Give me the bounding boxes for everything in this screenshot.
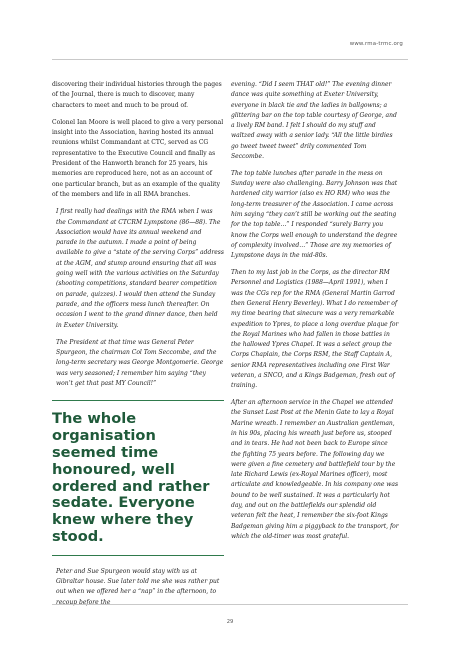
body-paragraph: I first really had dealings with the RMA when I was the Commandant at CTCRM Lympstone (86—88). The Association would have its annual weekend and parade in the autumn. I made a point of being available to give a “state of the serving Corps” address at the AGM, and stump around ensuring that all was going well with the various activities on the Saturday (shooting competitions, standard bearer competition on parade, quizzes). I would then attend the Sunday parade, and the officers mess lunch thereafter. On occasion I went to the grand dinner dance, then held in Exeter University. <box>56 208 224 329</box>
body-paragraph: Colonel Ian Moore is well placed to give a very personal insight into the Association, having hosted its annual reunions whilst Commandant at CTC, served as CG representative to the Executive Council and finally as President of the Hanworth branch for 25 years, his memories are reproduced here, not as an account of one particular branch, but as an example of the quality of the members and life in all RMA branches. <box>52 118 224 198</box>
body-paragraph: The top table lunches after parade in the mess on Sunday were also challenging. Barry Johnson was that hardened city warrior (also ex HO RM) who was the long-term treasurer of the Association. I came across him saying “they can’t still be working out the seating for the top table…” I responded “surely Barry you know the Corps well enough to understand the degree of complexity involved…” Those are my memories of Lympstone days in the mid-80s. <box>231 169 398 260</box>
body-paragraph: Then to my last job in the Corps, as the director RM Personnel and Logistics (1988—April 1991), when I was the CGs rep for the RMA (General Martin Garrod then General Henry Beverley). What I do remember of my time bearing that sinecure was a very remarkable expedition to Ypres, to place a long overdue plaque for the Royal Marines who had fallen in those battles in the hallowed Ypres Chapel. It was a select group the Corps Chaplain, the Corps RSM, the Staff Captain A, senior RMA representatives including one First War veteran, a SNCO, and a Kings Badgeman, fresh out of training. <box>231 269 399 390</box>
left-paragraphs <box>52 80 224 389</box>
left-column <box>52 80 224 615</box>
left-after-quote <box>52 567 224 608</box>
header-url[interactable]: www.rma-trmc.org <box>349 41 403 47</box>
page-number: 29 <box>226 619 234 625</box>
pull-quote: The whole organisation seemed time honoured, well ordered and rather sedate. Everyone knew where they stood. <box>52 410 210 545</box>
body-paragraph: The President at that time was General Peter Spurgeon, the chairman Col Tom Seccombe, and the long-term secretary was George Montgomerie. George was very seasoned; I remember him saying “they won’t get that past MY Council!” <box>56 338 224 388</box>
body-paragraph: evening. “Did I seem THAT old!” The evening dinner dance was quite something at Exeter University, everyone in black tie and the ladies in ballgowns; a glittering bar on the top table courtesy of George, and a lively RM band. I felt I should do my stuff and waltzed away with a senior lady. “All the little birdies go tweet tweet tweet” drily commented Tom Seccombe. <box>231 81 397 161</box>
body-paragraph: After an afternoon service in the Chapel we attended the Sunset Last Post at the Menin Gate to lay a Royal Marine wreath. I remember an Australian gentleman, in his 90s, placing his wreath just before us, stooped and in tears. He had not been back to Europe since the fighting 75 years before. The following day we were given a fine cemetery and battlefield tour by the late Richard Lewis (ex-Royal Marines officer), most articulate and knowledgeable. In his company one was bound to be well sustained. It was a particularly hot day, and out on the battlefields our splendid old veteran felt the heat, I remember the six-foot Kings Badgeman giving him a piggyback to the transport, for which the old-timer was most grateful. <box>231 399 399 540</box>
pull-quote-box <box>52 400 224 555</box>
right-paragraphs <box>227 80 399 542</box>
body-paragraph: discovering their individual histories through the pages of the Journal, there is much to discover, many characters to meet and much to be proud of. <box>52 81 222 109</box>
right-column <box>227 80 399 549</box>
body-paragraph: Peter and Sue Spurgeon would stay with us at Gibraltar house. Sue later told me she was rather put out when we offered her a “nap” in the afternoon, to recoup before the <box>56 567 220 606</box>
header-divider <box>52 59 408 60</box>
footer-divider <box>52 604 408 605</box>
